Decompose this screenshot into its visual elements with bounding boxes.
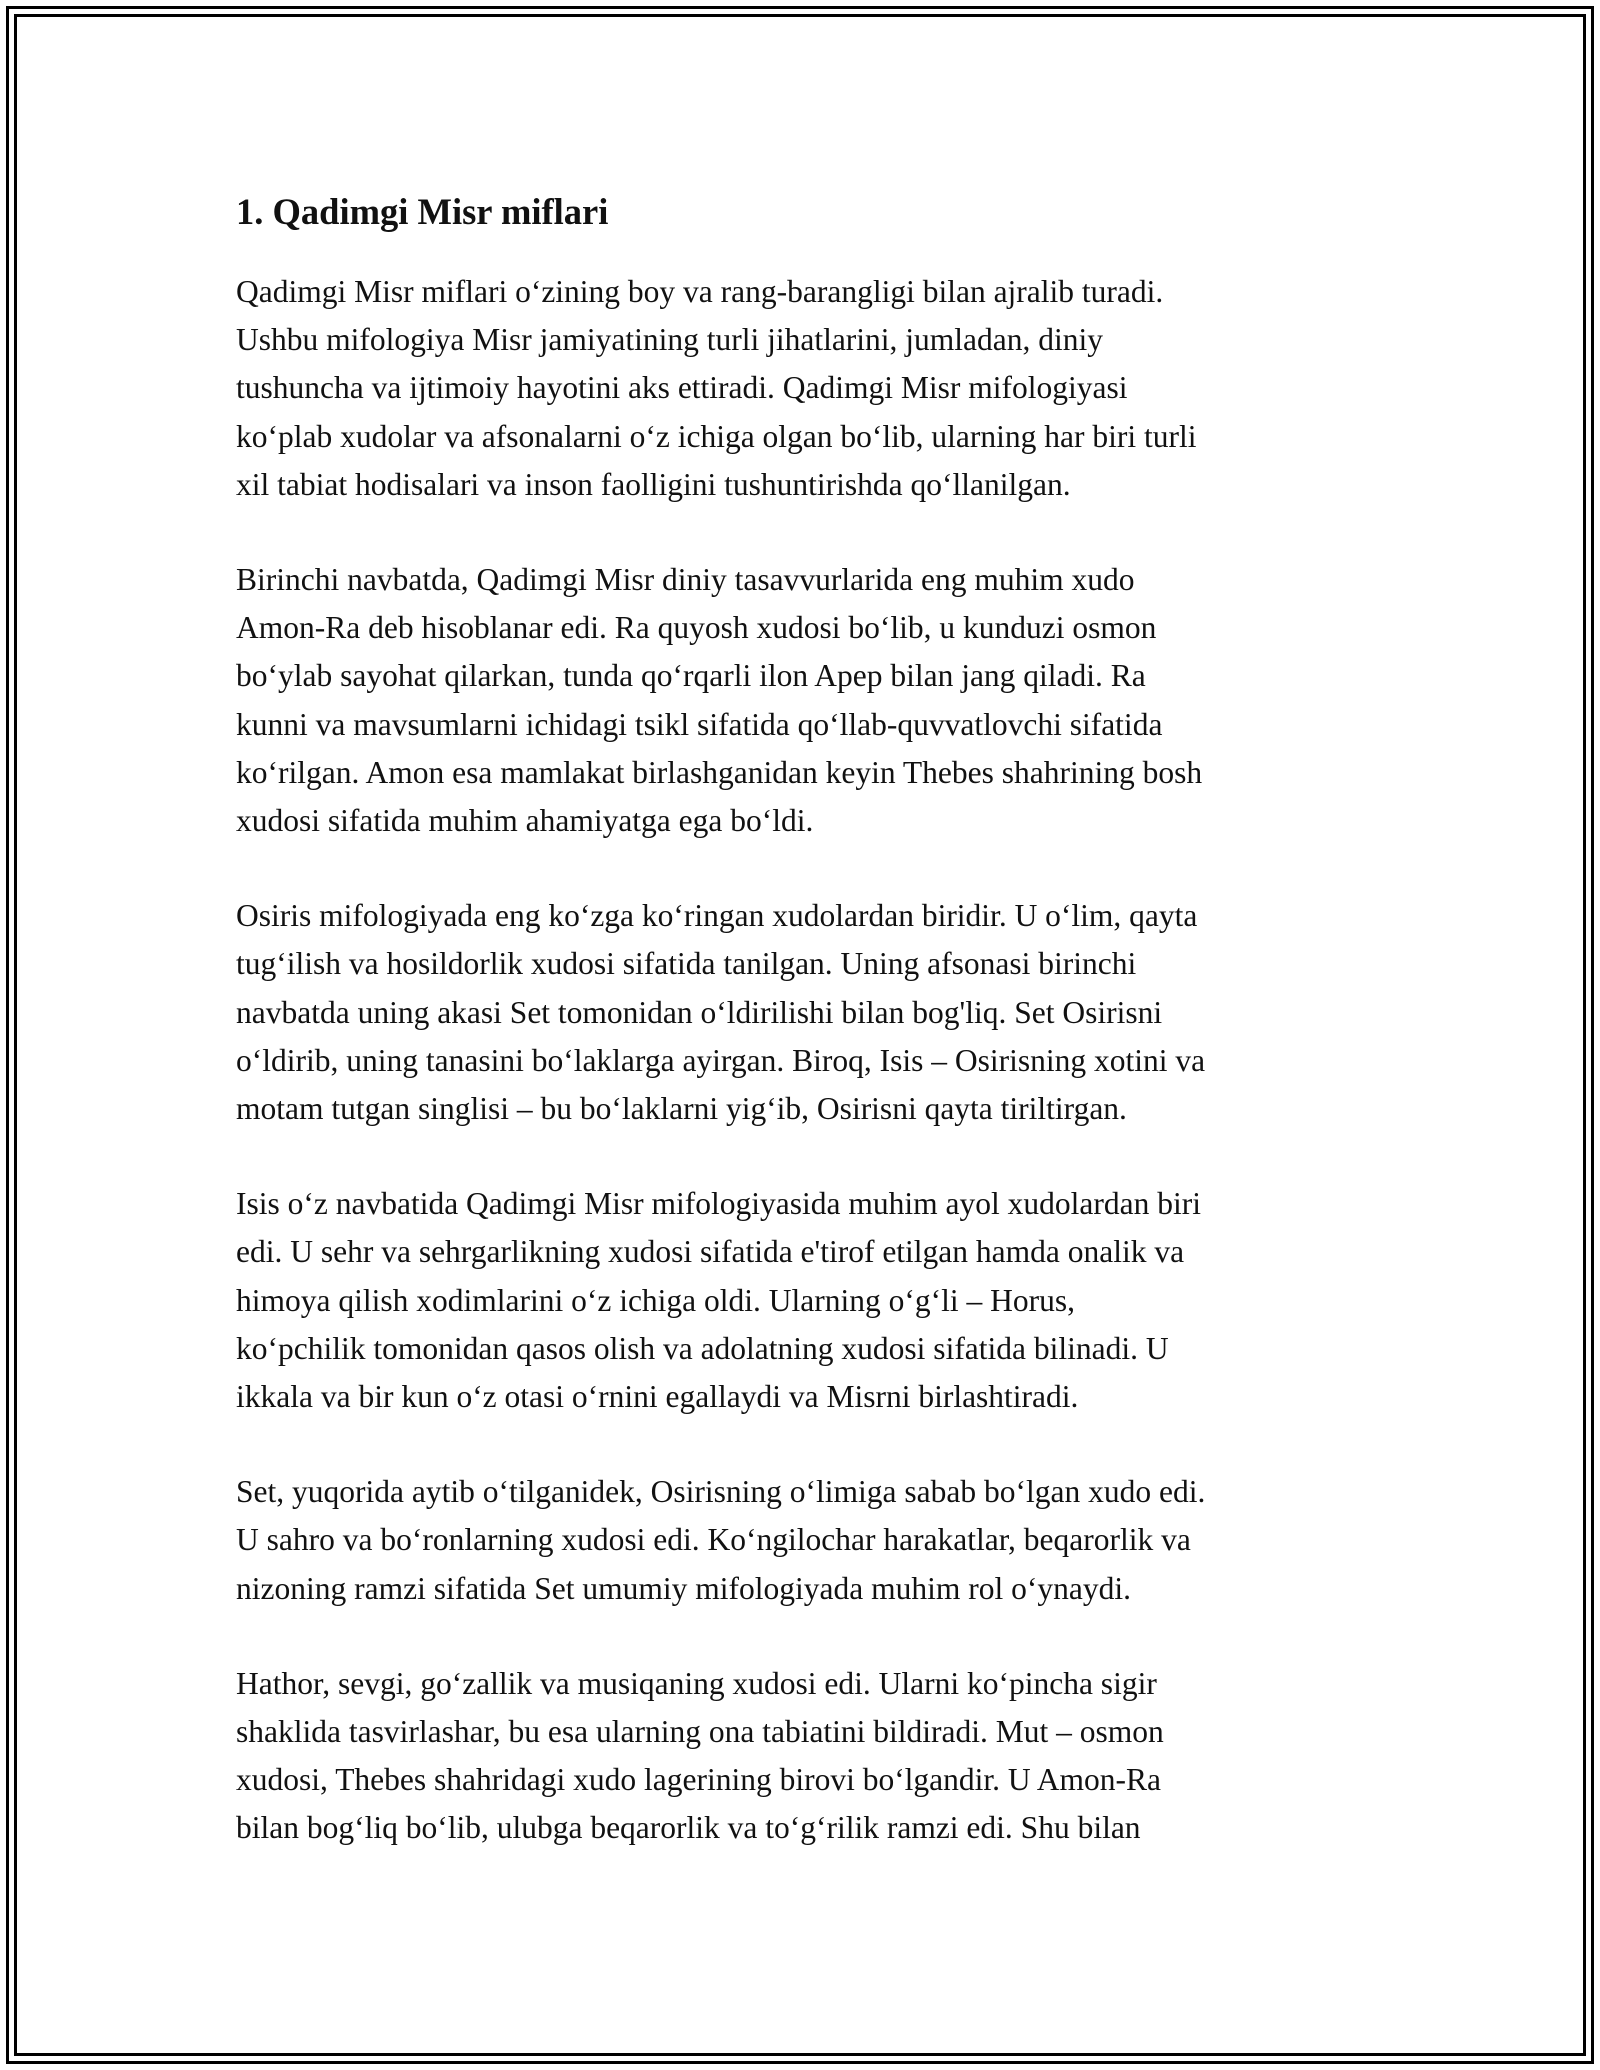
- section-heading: 1. Qadimgi Misr miflari: [236, 191, 609, 232]
- paragraph-line: bilan bog‘liq bo‘lib, ulubga beqarorlik va to‘g‘rilik ramzi edi. Shu bilan: [236, 1810, 1141, 1846]
- paragraph-line: Birinchi navbatda, Qadimgi Misr diniy tasavvurlarida eng muhim xudo: [236, 562, 1135, 598]
- paragraph-line: shaklida tasvirlashar, bu esa ularning ona tabiatini bildiradi. Mut – osmon: [236, 1714, 1164, 1750]
- paragraph-line: Amon-Ra deb hisoblanar edi. Ra quyosh xudosi bo‘lib, u kunduzi osmon: [236, 610, 1157, 646]
- paragraph-line: motam tutgan singlisi – bu bo‘laklarni yig‘ib, Osirisni qayta tiriltirgan.: [236, 1091, 1127, 1127]
- paragraph-line: nizoning ramzi sifatida Set umumiy mifologiyada muhim rol o‘ynaydi.: [236, 1570, 1131, 1606]
- paragraph-line: ko‘pchilik tomonidan qasos olish va adolatning xudosi sifatida bilinadi. U: [236, 1330, 1169, 1366]
- paragraph-line: Hathor, sevgi, go‘zallik va musiqaning xudosi edi. Ularni ko‘pincha sigir: [236, 1665, 1157, 1701]
- document-body: [236, 186, 1376, 1853]
- paragraph: [236, 556, 1376, 845]
- paragraph-line: ko‘rilgan. Amon esa mamlakat birlashganidan keyin Thebes shahrining bosh: [236, 754, 1203, 790]
- paragraph-line: edi. U sehr va sehrgarlikning xudosi sifatida e'tirof etilgan hamda onalik va: [236, 1234, 1185, 1270]
- paragraph-line: Set, yuqorida aytib o‘tilganidek, Osirisning o‘limiga sabab bo‘lgan xudo edi.: [236, 1474, 1206, 1510]
- paragraphs-container: [236, 268, 1376, 1853]
- paragraph: [236, 268, 1376, 509]
- paragraph-line: himoya qilish xodimlarini o‘z ichiga oldi. Ularning o‘g‘li – Horus,: [236, 1282, 1075, 1318]
- paragraph: [236, 1468, 1376, 1613]
- paragraph: [236, 892, 1376, 1133]
- paragraph-line: U sahro va bo‘ronlarning xudosi edi. Ko‘ngilochar harakatlar, beqarorlik va: [236, 1522, 1191, 1558]
- paragraph-line: ko‘plab xudolar va afsonalarni o‘z ichiga olgan bo‘lib, ularning har biri turli: [236, 418, 1197, 454]
- paragraph-line: navbatda uning akasi Set tomonidan o‘ldirilishi bilan bog'liq. Set Osirisni: [236, 994, 1163, 1030]
- paragraph-line: ikkala va bir kun o‘z otasi o‘rnini egallaydi va Misrni birlashtiradi.: [236, 1379, 1079, 1415]
- paragraph-line: tushuncha va ijtimoiy hayotini aks ettiradi. Qadimgi Misr mifologiyasi: [236, 370, 1128, 406]
- paragraph: [236, 1180, 1376, 1421]
- paragraph: [236, 1660, 1376, 1853]
- paragraph-line: o‘ldirib, uning tanasini bo‘laklarga ayirgan. Biroq, Isis – Osirisning xotini va: [236, 1042, 1206, 1078]
- paragraph-line: bo‘ylab sayohat qilarkan, tunda qo‘rqarli ilon Apep bilan jang qiladi. Ra: [236, 658, 1146, 694]
- paragraph-line: xudosi sifatida muhim ahamiyatga ega bo‘ldi.: [236, 803, 814, 839]
- paragraph-line: Osiris mifologiyada eng ko‘zga ko‘ringan xudolardan biridir. U o‘lim, qayta: [236, 898, 1198, 934]
- paragraph-line: xil tabiat hodisalari va inson faolligini tushuntirishda qo‘llanilgan.: [236, 466, 1071, 502]
- paragraph-line: xudosi, Thebes shahridagi xudo lagerining birovi bo‘lgandir. U Amon-Ra: [236, 1762, 1162, 1798]
- paragraph-line: Qadimgi Misr miflari o‘zining boy va rang-barangligi bilan ajralib turadi.: [236, 274, 1164, 309]
- paragraph-line: Isis o‘z navbatida Qadimgi Misr mifologiyasida muhim ayol xudolardan biri: [236, 1186, 1201, 1222]
- paragraph-line: tug‘ilish va hosildorlik xudosi sifatida tanilgan. Uning afsonasi birinchi: [236, 946, 1137, 982]
- paragraph-line: Ushbu mifologiya Misr jamiyatining turli jihatlarini, jumladan, diniy: [236, 322, 1104, 358]
- paragraph-line: kunni va mavsumlarni ichidagi tsikl sifatida qo‘llab-quvvatlovchi sifatida: [236, 706, 1163, 742]
